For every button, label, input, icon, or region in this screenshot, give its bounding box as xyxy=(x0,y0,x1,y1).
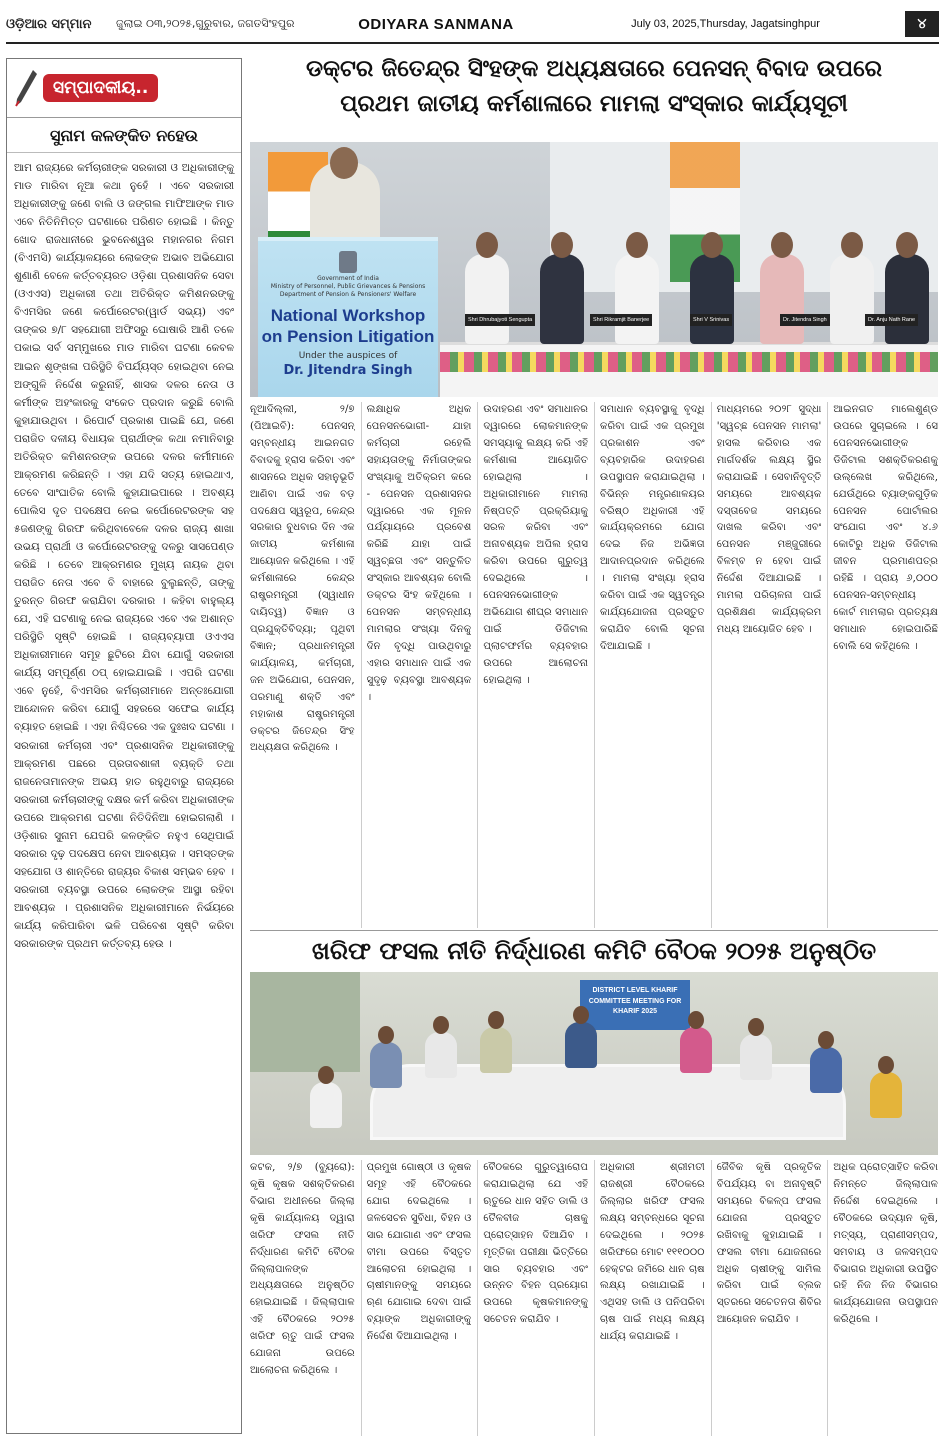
story1-headline-line1: ଡକ୍ଟର ଜିତେନ୍ଦ୍ର ସିଂହଙ୍କ ଅଧ୍ୟକ୍ଷତାରେ ପେନସନ୍ ବିବାଦ ଉପରେ xyxy=(305,56,883,82)
paper-name: ODIYARA SANMANA xyxy=(358,15,514,33)
window xyxy=(250,972,360,1072)
attendee xyxy=(680,1027,712,1073)
attendee xyxy=(565,1022,597,1068)
story2-column: କଟକ, ୨/୭ (ବ୍ୟୁରୋ): କୃଷି କୃଷକ ସଶକ୍ତିକରଣ ବିଭାଗ ଅଧୀନରେ ଜିଲ୍ଲା କୃଷି କାର୍ଯ୍ୟାଳୟ ଦ୍ୱାରା ଖରିଫ ଫସଲ ନୀତି ନିର୍ଦ୍ଧାରଣ କମିଟି ବୈଠକ ଜିଲ୍ଲାପାଳଙ୍କ ଅଧ୍ୟକ୍ଷତାରେ ଅନୁଷ୍ଠିତ ହୋଇଯାଇଛି । ଜିଲ୍ଲାପାଳ ଏହି ବୈଠକରେ ୨୦୨୫ ଖରିଫ ଋତୁ ପାଇଁ ଫସଲ ଯୋଜନା ଉପରେ ଆଲୋଚନା କରିଥିଲେ । xyxy=(250,1162,355,1377)
story1-headline-line2: ପ୍ରଥମ ଜାତୀୟ କର୍ମଶାଳାରେ ମାମଲା ସଂସ୍କାର କାର୍ଯ୍ୟସୂଚୀ xyxy=(340,90,848,117)
editorial-headline: ସୁନାମ କଳଙ୍କିତ ନହେଉ xyxy=(7,118,241,153)
projection-screen xyxy=(550,142,938,292)
nameplate: Dr. Jitendra Singh xyxy=(780,314,830,326)
flower-decoration xyxy=(440,352,938,372)
dais-person xyxy=(615,254,659,344)
nameplate: Dr. Anju Nath Rane xyxy=(865,314,918,326)
story2-column: ଜୈବିକ କୃଷି ପ୍ରକୃତିକ ବିପର୍ଯ୍ୟୟ ବା ଅନାବୃଷ୍ଟି ସମୟରେ ବିକଳ୍ପ ଫସଲ ଯୋଜନା ପ୍ରସ୍ତୁତ ରଖିବାକୁ କୁହାଯାଇଛି । ଫସଲ ବୀମା ଯୋଜନାରେ ଅଧିକ ଚାଷୀଙ୍କୁ ସାମିଲ କରିବା ପାଇଁ ବ୍ଲକ ସ୍ତରରେ ସଚେତନତା ଶିବିର ଆୟୋଜନ କରାଯିବ । xyxy=(711,1160,822,1436)
story1-headline xyxy=(250,52,938,121)
nameplate: Shri Dhrubajyoti Sengupta xyxy=(465,314,535,326)
dais-person xyxy=(760,254,804,344)
story1-body xyxy=(250,402,938,928)
podium-org-2: Ministry of Personnel, Public Grievances & Pensions xyxy=(270,282,426,290)
story2-photo xyxy=(250,972,938,1155)
dais-person xyxy=(690,254,734,344)
podium xyxy=(258,237,438,397)
editorial-column xyxy=(6,58,242,1434)
attendee xyxy=(370,1042,402,1088)
attendee xyxy=(310,1082,342,1128)
podium-name: Dr. Jitendra Singh xyxy=(283,363,413,379)
attendee xyxy=(425,1032,457,1078)
dais-person xyxy=(885,254,929,344)
page-number: ୪ xyxy=(905,11,939,37)
story1-column: ଉଦାହରଣ ଏବଂ ସମାଧାନର ଦ୍ୱାରରେ ଲୋକମାନଙ୍କ ସମସ୍ୟାକୁ ଲକ୍ଷ୍ୟ କରି ଏହି କର୍ମଶାଳା ଆୟୋଜିତ ହୋଇଥିଲା । ଅଧିକାରୀମାନେ ମାମଲା ନିଷ୍ପତ୍ତି ପ୍ରକ୍ରିୟାକୁ ସରଳ କରିବା ଏବଂ ଅନାବଶ୍ୟକ ଅପିଲ ହ୍ରାସ କରିବା ଉପରେ ଗୁରୁତ୍ୱ ଦେଇଥିଲେ । ପେନସନଭୋଗୀଙ୍କ ଅଭିଯୋଗ ଶୀଘ୍ର ସମାଧାନ ପାଇଁ ଡିଜିଟାଲ ପ୍ଲାଟଫର୍ମର ବ୍ୟବହାର ଉପରେ ଆଲୋଚନା ହୋଇଥିଲା । xyxy=(477,402,588,928)
meeting-banner: DISTRICT LEVEL KHARIF COMMITTEE MEETING FOR KHARIF 2025 xyxy=(580,980,690,1030)
story1-column: ଲକ୍ଷାଧିକ ଅଧିକ ପେନସନଭୋଗୀ- ଯାହା କର୍ମଚାରୀ ରହେଲି ସହାୟତାଙ୍କୁ ନିର୍ମାତାଙ୍କର ସଂଖ୍ୟାକୁ ଅତିକ୍ରମ କରେ - ପେନସନ ପ୍ରଶାସନର ଦ୍ୱାରରେ ଏକ ମୂଳନ ପର୍ଯ୍ୟାୟରେ ପ୍ରବେଶ କରିଛି ଯାହା ପାଇଁ ସ୍ୱଚ୍ଛତା ଏବଂ ସନ୍ତୁଳିତ ସଂସ୍କାର ଆବଶ୍ୟକ ବୋଲି ଡକ୍ଟର ସିଂହ କହିଥିଲେ । ପେନସନ ସମ୍ବନ୍ଧୀୟ ମାମଲାର ସଂଖ୍ୟା ଦିନକୁ ଦିନ ବୃଦ୍ଧି ପାଉଥିବାରୁ ଏହାର ସମାଧାନ ପାଇଁ ଏକ ସୁଦୃଢ଼ ବ୍ୟବସ୍ଥା ଆବଶ୍ୟକ । xyxy=(361,402,472,928)
story1-column: ନୂଆଦିଲ୍ଲୀ, ୨/୭ (ପିଆଇବି): ପେନସନ୍ ସମ୍ବନ୍ଧୀୟ ଆଇନଗତ ବିବାଦକୁ ହ୍ରାସ କରିବା ଏବଂ ଶାସନରେ ଅଧିକ ସହାନୁଭୂତି ଆଣିବା ପାଇଁ ଏକ ବଡ଼ ପଦକ୍ଷେପ ସ୍ୱରୂପ, କେନ୍ଦ୍ର ସରକାର ବୁଧବାର ଦିନ ଏକ ଜାତୀୟ କର୍ମଶାଳା ଆୟୋଜନ କରିଥିଲେ । ଏହି କର୍ମଶାଳାରେ କେନ୍ଦ୍ର ରାଷ୍ଟ୍ରମନ୍ତ୍ରୀ (ସ୍ୱାଧୀନ ଦାୟିତ୍ୱ) ବିଜ୍ଞାନ ଓ ପ୍ରଯୁକ୍ତିବିଦ୍ୟା; ପୃଥିବୀ ବିଜ୍ଞାନ; ପ୍ରଧାନମନ୍ତ୍ରୀ କାର୍ଯ୍ୟାଳୟ, କର୍ମଚାରୀ, ଜନ ଅଭିଯୋଗ, ପେନସନ, ପରମାଣୁ ଶକ୍ତି ଏବଂ ମହାକାଶ ରାଷ୍ଟ୍ରମନ୍ତ୍ରୀ ଡକ୍ଟର ଜିତେନ୍ଦ୍ର ସିଂହ ଅଧ୍ୟକ୍ଷତା କରିଥିଲେ । xyxy=(250,404,355,754)
date-english: July 03, 2025,Thursday, Jagatsinghpur xyxy=(631,18,820,30)
attendee xyxy=(870,1072,902,1118)
dais-person xyxy=(540,254,584,344)
podium-subtitle: Under the auspices of xyxy=(298,351,398,362)
national-emblem-icon xyxy=(339,251,357,273)
speaker-head xyxy=(330,147,358,179)
editorial-body: ଆମ ରାଜ୍ୟରେ କର୍ମଚାରୀଙ୍କ ସରକାରୀ ଓ ଅଧିକାରୀଙ୍କୁ ମାଡ ମାରିବା ନୂଆ କଥା ନୁହେଁ । ଏବେ ସରକାରୀ ଅଧିକାରୀଙ୍କୁ ଜଣେ ବାଲି ଓ ଜଙ୍ଗଲ ମାଫିଆଙ୍କ ମାଡ ଏବେ ନିତିନିମିତ୍ତ ଘଟଣାରେ ପରିଣତ ହୋଇଛି । କିନ୍ତୁ ଖୋଦ ରାଜଧାନୀରେ ଭୁବନେଶ୍ୱର ମହାନଗର ନିଗମ (ବିଏମସି) କାର୍ଯ୍ୟାଳୟରେ ଲୋକଙ୍କ ଅଭାବ ଅଭିଯୋଗ ଶୁଣାଣି ବେଳେ କର୍ତ୍ତବ୍ୟରତ ଓଡ଼ିଶା ପ୍ରଶାସନିକ ସେବା (ଓଏଏସ) ଅଧିକାରୀ ତଥା ଅତିରିକ୍ତ କମିଶନରଙ୍କୁ ବିଏମସିର ଜଣେ କର୍ପୋରେଟର(ୱାର୍ଡ ସଭ୍ୟ) ଏବଂ ତାଙ୍କର ୭/୮ ସହଯୋଗୀ ଅଫିସରୁ ଘୋଷାରି ଆଣି ତଳେ ପକାଇ ସର୍ବ ସମ୍ମୁଖରେ ମାଡ ମାରିବା ଘଟଣା କେବଳ ଆଇନ ଶୃଙ୍ଖଳା ପରିସ୍ଥିତି ବିପର୍ଯ୍ୟସ୍ତ ହୋଇଥିବା ନେଇ ଅଙ୍ଗୁଳି ନିର୍ଦ୍ଦେଶ କରୁନାହିଁ, ଶାସକ ଦଳର ନେତା ଓ କର୍ମୀଙ୍କ ଅହଂକାରକୁ ସଂକେତ ପ୍ରଦାନ କରୁଛି ବୋଲି କୁହାଯାଉଥିବା । ରିପୋର୍ଟ ପ୍ରକାଶ ପାଇଛି ଯେ, ଜଣେ ପରାଜିତ ଦଳୀୟ ବିଧାୟକ ପ୍ରାର୍ଥୀଙ୍କ କଥା ନମାନିବାରୁ ଅତିରିକ୍ତ କମିଶନରଙ୍କ ଉପରେ ଦଳର କର୍ମୀମାନେ ଆକ୍ରମଣ କରିଛନ୍ତି । ଏହା ଯଦି ସତ୍ୟ ହୋଇଥାଏ, ତେବେ ସାଂଘାତିକ ବୋଲି କୁହାଯାଇପାରେ । ଅବଶ୍ୟ ପୋଲିସ ଦୃତ ପଦକ୍ଷେପ ନେଇ କର୍ପୋରେଟରଙ୍କ ସହ ୫ଜଣଙ୍କୁ ଗିରଫ କରିଥିବାବେଳେ ଦଳର ରାଜ୍ୟ ଶାଖା ଉଭୟ ପ୍ରାର୍ଥୀ ଓ କର୍ପୋରେଟରଙ୍କୁ ଦଳରୁ ସାସପେଣ୍ଡ କରିଛି । ତେବେ ଆକ୍ରମଣର ମୁଖ୍ୟ ନାୟକ ଥିବା ପରାଜିତ ନେତା ଏବେ ବି ବାହାରେ ବୁଲୁଛନ୍ତି, ତାଙ୍କୁ ତୁରନ୍ତ ଗିରଫ କରାଯିବା ଦରକାର । କହିବା ବାହୁଲ୍ୟ ଯେ, ଏହି ଘଟଣାକୁ ନେଇ ରାଜ୍ୟରେ ଏବେ ଏକ ଅଶାନ୍ତ ପରିସ୍ଥିତି ସୃଷ୍ଟି ହୋଇଛି । ରାଜ୍ୟବ୍ୟାପୀ ଓଏଏସ ଅଧିକାରୀମାନେ ସମୂହ ଛୁଟିରେ ଯିବା ଯୋଗୁଁ ସରକାରୀ କାର୍ଯ୍ୟ ସମ୍ପୂର୍ଣ୍ଣ ଠପ୍ ହୋଇଯାଇଛି । ଏପରି ଘଟଣା ଏବେ ନୁହେଁ, ବିଏମସିର କର୍ମଚାରୀମାନେ ଅନ୍ତଃଯୋଗୀ ଆନ୍ଦୋଳନ କରିବା ଯୋଗୁଁ ସହରରେ ସଫେଇ କାର୍ଯ୍ୟ ବ୍ୟାହତ ହୋଇଛି । ଏହା ନିଶ୍ଚିତରେ ଏକ ଦୁଃଖଦ ଘଟଣା । ସରକାରୀ କର୍ମଚାରୀ ଏବଂ ପ୍ରଶାସନିକ ଅଧିକାରୀଙ୍କୁ ଆକ୍ରମଣ ପଛରେ ପ୍ରତାବଶାଳୀ ବ୍ୟକ୍ତି ତଥା ରାଜନେତାମାନଙ୍କ ଅଭୟ ହାତ ରହୁଥିବାରୁ ରାଜ୍ୟରେ ସରକାରୀ କର୍ମଚାରୀଙ୍କୁ ଦକ୍ଷର କର୍ମ କରିବା ଅଧିକାରୀଙ୍କ ଉପରେ ଆକ୍ରମଣ ଘଟଣା ନିତିଦିନିଆ ହୋଇଗଲାଣି । ଓଡ଼ିଶାର ସୁନାମ ଯେପରି କଳଙ୍କିତ ନହୁଏ ସେଥିପାଇଁ ସରକାର ଦୃଢ଼ ପଦକ୍ଷେପ ନେବା ଆବଶ୍ୟକ । ସମସ୍ତଙ୍କ ସହଯୋଗ ଓ ଶାନ୍ତିରେ ରାଜ୍ୟର ବିକାଶ ସମ୍ଭବ ହେବ । ସରକାରୀ ବ୍ୟବସ୍ଥା ଉପରେ ଲୋକଙ୍କ ଆସ୍ଥା ରହିବା ଆବଶ୍ୟକ । ପ୍ରଶାସନିକ ଅଧିକାରୀମାନେ ନିର୍ଭୟରେ କାର୍ଯ୍ୟ କରିପାରିବା ଭଳି ପରିବେଶ ସୃଷ୍ଟି କରିବା ସରକାରଙ୍କ ପ୍ରଥମ କର୍ତ୍ତବ୍ୟ ହେଉ । xyxy=(14,162,234,951)
story2-column: ଅଧିକାରୀ ଶ୍ରୀମତୀ ରାଜଶ୍ରୀ ବୈଠକରେ ଜିଲ୍ଲାର ଖରିଫ ଫସଲ ଲକ୍ଷ୍ୟ ସମ୍ବନ୍ଧରେ ସୂଚନା ଦେଇଥିଲେ । ୨୦୨୫ ଖରିଫରେ ମୋଟ ୧୧୧୦୦୦ ହେକ୍ଟର ଜମିରେ ଧାନ ଚାଷ ଲକ୍ଷ୍ୟ ରଖାଯାଇଛି । ଏଥିସହ ଡାଲି ଓ ପନିପରିବା ଚାଷ ପାଇଁ ମଧ୍ୟ ଲକ୍ଷ୍ୟ ଧାର୍ଯ୍ୟ କରାଯାଇଛି । xyxy=(594,1160,705,1436)
story2-column: ବୈଠକରେ ଗୁରୁତ୍ୱାରୋପ କରାଯାଇଥିଲା ଯେ ଏହି ଋତୁରେ ଧାନ ସହିତ ଡାଲି ଓ ତୈଳବୀଜ ଚାଷକୁ ପ୍ରୋତ୍ସାହନ ଦିଆଯିବ । ମୃତ୍ତିକା ପରୀକ୍ଷା ଭିତ୍ତିରେ ସାର ବ୍ୟବହାର ଏବଂ ଉନ୍ନତ ବିହନ ପ୍ରୟୋଗ ଉପରେ କୃଷକମାନଙ୍କୁ ସଚେତନ କରାଯିବ । xyxy=(477,1160,588,1436)
masthead xyxy=(6,6,939,44)
attendee xyxy=(480,1027,512,1073)
attendee xyxy=(810,1047,842,1093)
story1-column: ସମାଧାନ ବ୍ୟବସ୍ଥାକୁ ବୃଦ୍ଧି କରିବା ପାଇଁ ଏକ ପ୍ରମୁଖ ପ୍ରକାଶନ ଏବଂ ବ୍ୟବହାରିକ ଉଦାହରଣ ଉପସ୍ଥାପନ କରାଯାଇଥିଲା । ବିଭିନ୍ନ ମନ୍ତ୍ରଣାଳୟର ବରିଷ୍ଠ ଅଧିକାରୀ ଏହି କାର୍ଯ୍ୟକ୍ରମରେ ଯୋଗ ଦେଇ ନିଜ ଅଭିଜ୍ଞତା ଆଦାନପ୍ରଦାନ କରିଥିଲେ । ମାମଲା ସଂଖ୍ୟା ହ୍ରାସ କରିବା ପାଇଁ ଏକ ସ୍ୱତନ୍ତ୍ର କାର୍ଯ୍ୟଯୋଜନା ପ୍ରସ୍ତୁତ କରାଯିବ ବୋଲି ସୂଚନା ଦିଆଯାଇଛି । xyxy=(594,402,705,928)
story1-photo xyxy=(250,142,938,397)
pen-icon xyxy=(13,68,39,108)
story2-column: ପ୍ରମୁଖ ଗୋଷ୍ଠୀ ଓ କୃଷକ ସମୂହ ଏହି ବୈଠକରେ ଯୋଗ ଦେଇଥିଲେ । ଜଳସେଚନ ସୁବିଧା, ବିହନ ଓ ସାର ଯୋଗାଣ ଏବଂ ଫସଲ ବୀମା ଉପରେ ବିସ୍ତୃତ ଆଲୋଚନା ହୋଇଥିଲା । ଚାଷୀମାନଙ୍କୁ ସମୟରେ ଋଣ ଯୋଗାଇ ଦେବା ପାଇଁ ବ୍ୟାଙ୍କ ଅଧିକାରୀଙ୍କୁ ନିର୍ଦ୍ଦେଶ ଦିଆଯାଇଥିଲା । xyxy=(361,1160,472,1436)
story2-headline: ଖରିଫ ଫସଲ ନୀତି ନିର୍ଦ୍ଧାରଣ କମିଟି ବୈଠକ ୨୦୨୫ ଅନୁଷ୍ଠିତ xyxy=(250,930,938,965)
podium-title: National Workshop on Pension Litigation xyxy=(261,306,435,346)
editorial-badge: ସମ୍ପାଦକୀୟ.. xyxy=(43,74,158,102)
story2-body xyxy=(250,1160,938,1436)
editorial-banner xyxy=(7,59,241,118)
nameplate: Shri V Srinivas xyxy=(690,314,732,326)
podium-org-1: Government of India xyxy=(317,275,379,282)
nameplate: Shri Rikramjit Banerjee xyxy=(590,314,652,326)
attendee xyxy=(740,1034,772,1080)
paper-logo: ଓଡ଼ିଆର ସମ୍ମାନ xyxy=(6,16,92,32)
story1-column: ଆଇନଗତ ମାଲେଶୁଣ୍ଡ ଉପରେ ସୁଚାଇଲେ । ସେ ପେନସନଭୋଗୀଙ୍କ ଡିଜିଟାଲ ସଶକ୍ତିକରଣକୁ ଉଲ୍ଲେଖ କରିଥିଲେ, ଯେଉଁଥିରେ ବ୍ୟାଙ୍କଗୁଡ଼ିକ ପେନସନ ପୋର୍ଟାଲର ସଂଯୋଗ ଏବଂ ୪.୬ କୋଟିରୁ ଅଧିକ ଡିଜିଟାଲ ଜୀବନ ପ୍ରମାଣପତ୍ର ରହିଛି । ପ୍ରାୟ ୬,୦୦୦ ପେନସନ-ସମ୍ବନ୍ଧୀୟ କୋର୍ଟ ମାମଲାର ପ୍ରତ୍ୟକ୍ଷ ସମାଧାନ ହୋଇପାରିଛି ବୋଲି ସେ କହିଥିଲେ । xyxy=(827,402,938,928)
story1-column: ମାଧ୍ୟମରେ ୨୦୨୮ ସୁଦ୍ଧା 'ସ୍ୱଚ୍ଛ ପେନସନ ମାମଲା' ହାସଲ କରିବାର ଏକ ମାର୍ଗଦର୍ଶକ ଲକ୍ଷ୍ୟ ସ୍ଥିର କରାଯାଇଛି । ସେବାନିବୃତ୍ତି ସମୟରେ ଆବଶ୍ୟକ ଦସ୍ତାବେଜ ସମୟରେ ଦାଖଲ କରିବା ଏବଂ ପେନସନ ମଞ୍ଜୁରୀରେ ବିଳମ୍ବ ନ ହେବା ପାଇଁ ନିର୍ଦ୍ଦେଶ ଦିଆଯାଇଛି । ମାମଲା ପରିଚାଳନା ପାଇଁ ପ୍ରଶିକ୍ଷଣ କାର୍ଯ୍ୟକ୍ରମ ମଧ୍ୟ ଆୟୋଜିତ ହେବ । xyxy=(711,402,822,928)
story2-column: ଅଧିକ ପ୍ରୋତ୍ସାହିତ କରିବା ନିମନ୍ତେ ଜିଲ୍ଲାପାଳ ନିର୍ଦ୍ଦେଶ ଦେଇଥିଲେ । ବୈଠକରେ ଉଦ୍ୟାନ କୃଷି, ମତ୍ସ୍ୟ, ପ୍ରାଣୀସମ୍ପଦ, ସମବାୟ ଓ ଜଳସମ୍ପଦ ବିଭାଗର ଅଧିକାରୀ ଉପସ୍ଥିତ ରହି ନିଜ ନିଜ ବିଭାଗର କାର୍ଯ୍ୟଯୋଜନା ଉପସ୍ଥାପନ କରିଥିଲେ । xyxy=(827,1160,938,1436)
dais-person xyxy=(830,254,874,344)
podium-org-3: Department of Pension & Pensioners' Welfare xyxy=(279,290,417,298)
date-odia: ଜୁଲାଇ ୦୩,୨୦୨୫,ଗୁରୁବାର, ଜଗତସିଂହପୁର xyxy=(116,17,295,30)
dais-person xyxy=(465,254,509,344)
